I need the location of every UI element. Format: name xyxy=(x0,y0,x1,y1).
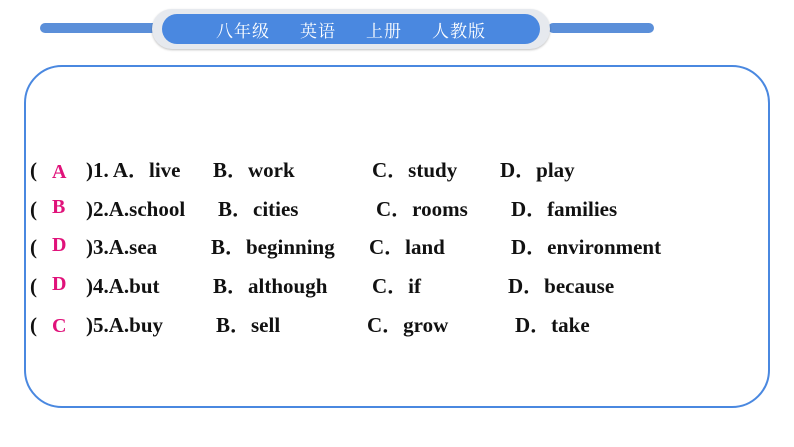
option-d: D．because xyxy=(508,274,615,298)
option-d: D．play xyxy=(500,158,575,182)
question-stem: )4.A.but xyxy=(86,274,160,298)
option-b: B．work xyxy=(213,158,295,182)
open-paren: ( xyxy=(30,274,37,298)
question-stem: )1. A．live xyxy=(86,158,181,182)
answer-letter: A xyxy=(52,161,67,183)
header-subject: 英语 xyxy=(300,21,336,42)
header-edition: 人教版 xyxy=(432,21,486,42)
header-grade: 八年级 xyxy=(216,21,270,42)
option-b: B．cities xyxy=(218,197,299,221)
option-b: B．although xyxy=(213,274,328,298)
header-volume: 上册 xyxy=(366,21,402,42)
answer-letter: D xyxy=(52,273,67,295)
option-c: C．grow xyxy=(367,313,449,337)
header-bar-right xyxy=(548,23,654,33)
option-c: C．rooms xyxy=(376,197,468,221)
answer-letter: D xyxy=(52,234,67,256)
header-title xyxy=(162,14,540,44)
question-stem: )2.A.school xyxy=(86,197,186,221)
answer-letter: B xyxy=(52,196,66,218)
header-bar-left xyxy=(40,23,170,33)
option-d: D．take xyxy=(515,313,590,337)
option-c: C．land xyxy=(369,235,445,259)
open-paren: ( xyxy=(30,158,37,182)
answer-letter: C xyxy=(52,315,67,337)
option-b: B．sell xyxy=(216,313,281,337)
option-c: C．study xyxy=(372,158,458,182)
option-d: D．environment xyxy=(511,235,662,259)
option-c: C．if xyxy=(372,274,421,298)
option-b: B．beginning xyxy=(211,235,335,259)
question-stem: )3.A.sea xyxy=(86,235,158,259)
question-stem: )5.A.buy xyxy=(86,313,164,337)
open-paren: ( xyxy=(30,313,37,337)
open-paren: ( xyxy=(30,197,37,221)
option-d: D．families xyxy=(511,197,618,221)
open-paren: ( xyxy=(30,235,37,259)
